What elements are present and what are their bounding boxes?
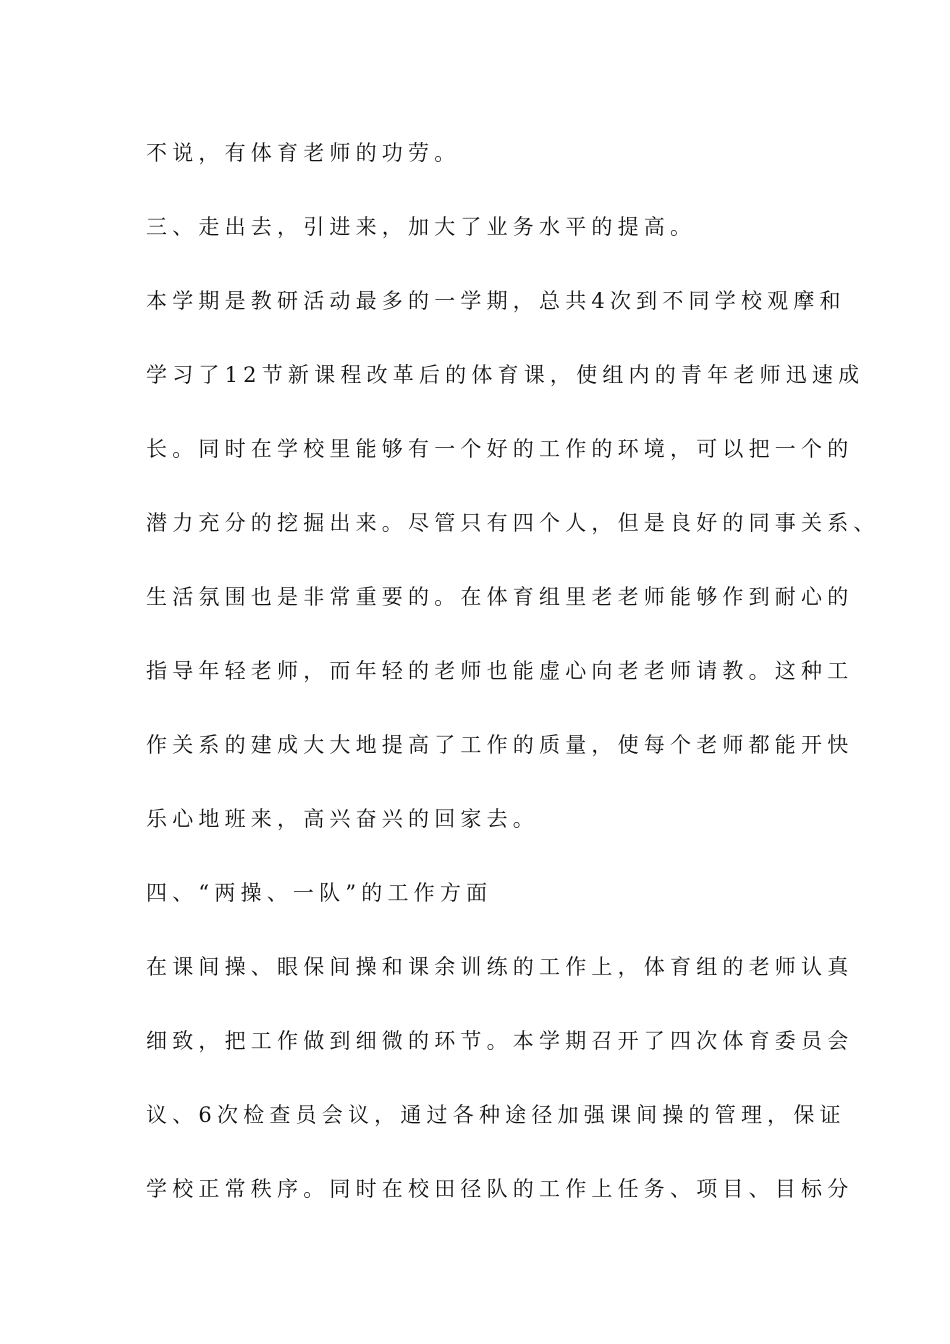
text-line: 议、6次检查员会议，通过各种途径加强课间操的管理，保证 [146, 1103, 846, 1127]
text-line: 细致，把工作做到细微的环节。本学期召开了四次体育委员会 [146, 1029, 854, 1053]
text-line: 指导年轻老师，而年轻的老师也能虚心向老老师请教。这种工 [146, 659, 854, 683]
text-line: 潜力充分的挖掘出来。尽管只有四个人，但是良好的同事关系、 [146, 511, 880, 535]
text-line: 在课间操、眼保间操和课余训练的工作上，体育组的老师认真 [146, 955, 854, 979]
text-line: 学习了12节新课程改革后的体育课，使组内的青年老师迅速成 [146, 363, 865, 387]
text-line: 生活氛围也是非常重要的。在体育组里老老师能够作到耐心的 [146, 585, 854, 609]
text-line: 学校正常秩序。同时在校田径队的工作上任务、项目、目标分 [146, 1177, 854, 1201]
text-line: 本学期是教研活动最多的一学期，总共4次到不同学校观摩和 [146, 289, 846, 313]
section-heading: 四、“两操、一队”的工作方面 [146, 881, 493, 905]
text-line: 不说，有体育老师的功劳。 [146, 141, 461, 165]
text-line: 乐心地班来，高兴奋兴的回家去。 [146, 807, 539, 831]
section-heading: 三、走出去，引进来，加大了业务水平的提高。 [146, 215, 697, 239]
text-line: 作关系的建成大大地提高了工作的质量，使每个老师都能开快 [146, 733, 854, 757]
text-line: 长。同时在学校里能够有一个好的工作的环境，可以把一个的 [146, 437, 854, 461]
